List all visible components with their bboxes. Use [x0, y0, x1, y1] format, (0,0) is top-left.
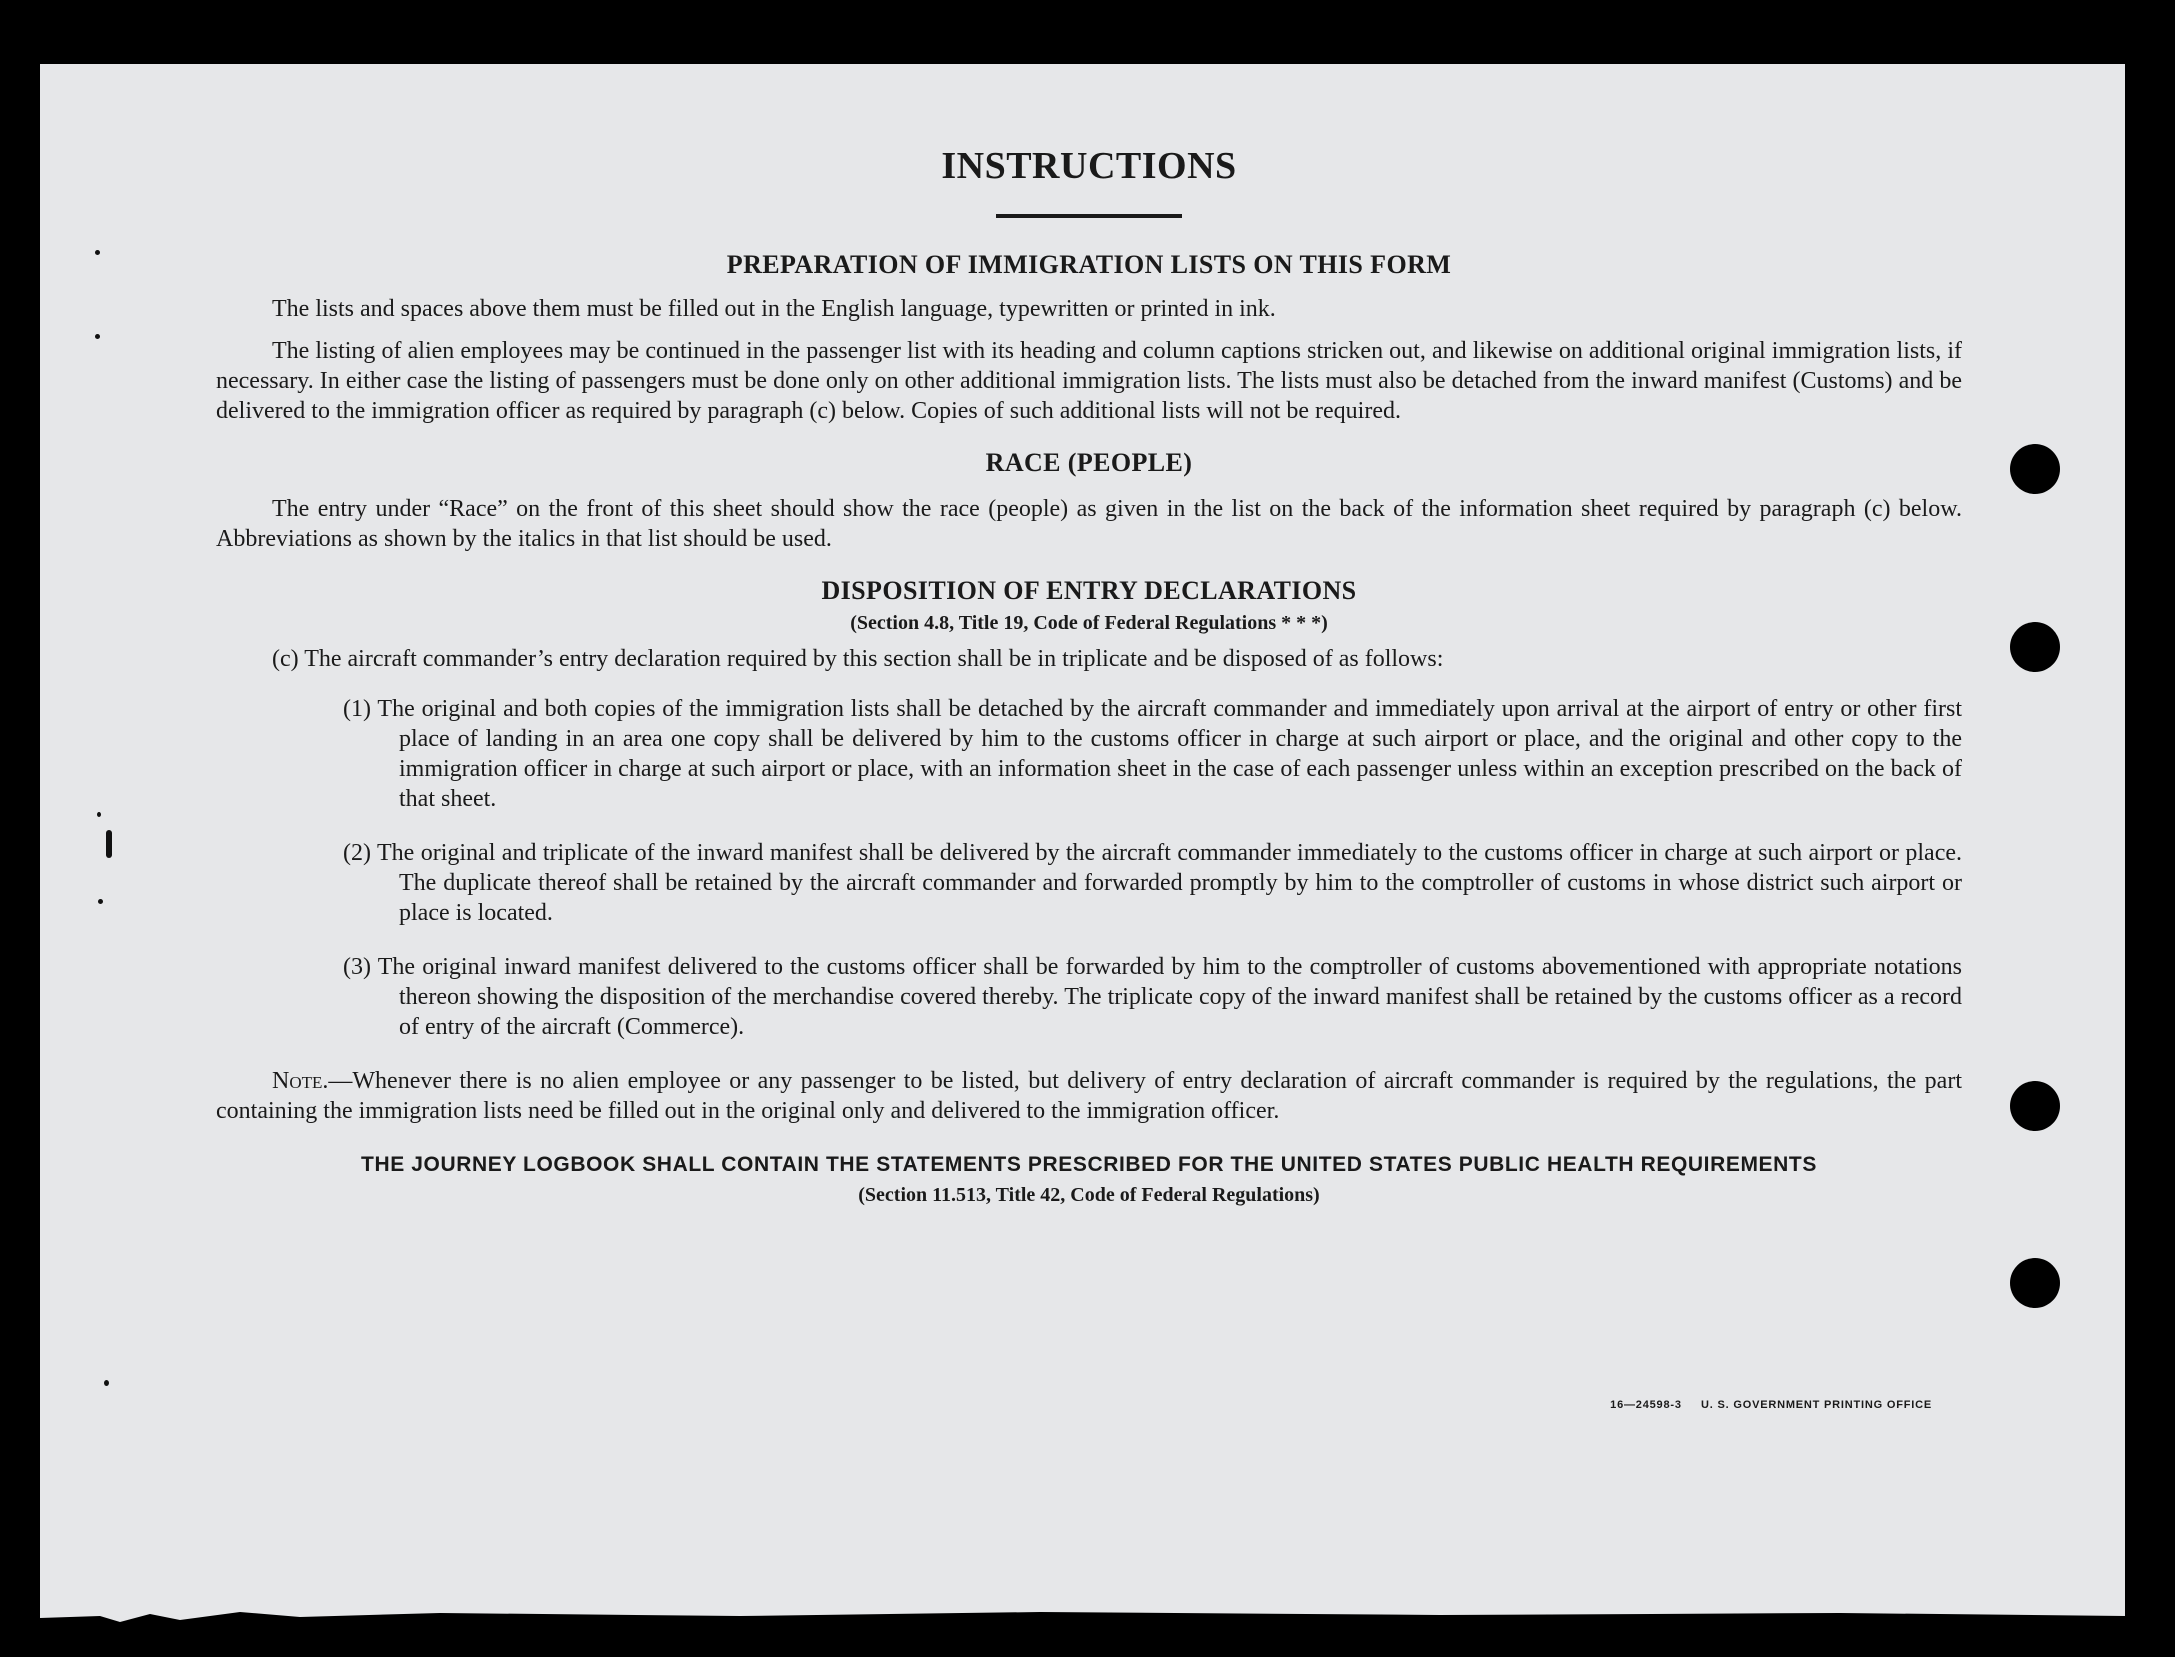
preparation-paragraph-2: The listing of alien employees may be continued in the passenger list with its heading and column captions stricken out, and likewise on additional original immigration lists, if necessary. In either case the listing of passengers must be done only on other additional immigration lists. The lists must also be detached from the inward manifest (Customs) and be delivered to the immigration officer as required by paragraph (c) below. Copies of such additional lists will not be required.	[216, 338, 1962, 424]
torn-paper-edge	[40, 1608, 2125, 1624]
disposition-citation: (Section 4.8, Title 19, Code of Federal Regulations * * *)	[850, 612, 1328, 634]
page-title: INSTRUCTIONS	[941, 145, 1237, 187]
race-heading: RACE (PEOPLE)	[985, 448, 1193, 477]
preparation-heading: PREPARATION OF IMMIGRATION LISTS ON THIS FORM	[726, 250, 1452, 279]
disposition-item-2: (2) The original and triplicate of the inward manifest shall be delivered by the aircraft commander immediately to the customs officer in charge at such airport or place. The duplicate thereof shall be retained by the aircraft commander and forwarded promptly by him to the comptroller of customs in whose district such airport or place is located.	[343, 840, 1962, 926]
note-paragraph	[216, 1066, 1962, 1126]
margin-speck	[97, 812, 101, 817]
margin-speck	[106, 830, 112, 858]
printer-name: U. S. GOVERNMENT PRINTING OFFICE	[1701, 1399, 1932, 1411]
margin-speck	[95, 334, 100, 339]
preparation-paragraph-1: The lists and spaces above them must be filled out in the English language, typewritten or printed in ink.	[272, 296, 1276, 322]
document-sheet	[40, 64, 2125, 1624]
margin-speck	[104, 1380, 109, 1386]
disposition-intro: (c) The aircraft commander’s entry declaration required by this section shall be in triplicate and be disposed of as follows:	[272, 646, 1444, 672]
title-underline	[996, 214, 1182, 218]
disposition-item-1: (1) The original and both copies of the immigration lists shall be detached by the aircraft commander and immediately upon arrival at the airport of entry or other first place of landing in an area one copy shall be delivered by him to the customs officer in charge at such airport or place, and the original and other copy to the immigration officer in charge at such airport or place, with an information sheet in the case of each passenger unless within an exception prescribed on the back of that sheet.	[343, 696, 1962, 812]
note-label: Note.	[272, 1068, 329, 1094]
printing-office-imprint	[1610, 1390, 1932, 1420]
logbook-citation: (Section 11.513, Title 42, Code of Federal Regulations)	[858, 1184, 1320, 1206]
punch-hole	[2010, 444, 2060, 494]
form-number: 16—24598-3	[1610, 1399, 1682, 1411]
disposition-item-3: (3) The original inward manifest delivered to the customs officer shall be forwarded by him to the comptroller of customs abovementioned with appropriate notations thereon showing the disposition of the merchandise covered thereby. The triplicate copy of the inward manifest shall be retained by the customs officer as a record of entry of the aircraft (Commerce).	[343, 954, 1962, 1040]
logbook-statement: THE JOURNEY LOGBOOK SHALL CONTAIN THE STATEMENTS PRESCRIBED FOR THE UNITED STATES PUBLIC HEALTH REQUIREMENTS	[361, 1153, 1817, 1176]
punch-hole	[2010, 1081, 2060, 1131]
punch-hole	[2010, 1258, 2060, 1308]
race-paragraph: The entry under “Race” on the front of this sheet should show the race (people) as given in the list on the back of the information sheet required by paragraph (c) below. Abbreviations as shown by the italics in that list should be used.	[216, 496, 1962, 552]
punch-hole	[2010, 622, 2060, 672]
note-text: —Whenever there is no alien employee or any passenger to be listed, but delivery of entry declaration of aircraft commander is required by the regulations, the part containing the immigration lists need be filled out in the original only and delivered to the immigration officer.	[216, 1068, 1962, 1124]
margin-speck	[98, 899, 103, 904]
disposition-heading: DISPOSITION OF ENTRY DECLARATIONS	[821, 576, 1357, 605]
document-content	[216, 144, 1962, 1411]
margin-speck	[95, 250, 100, 255]
